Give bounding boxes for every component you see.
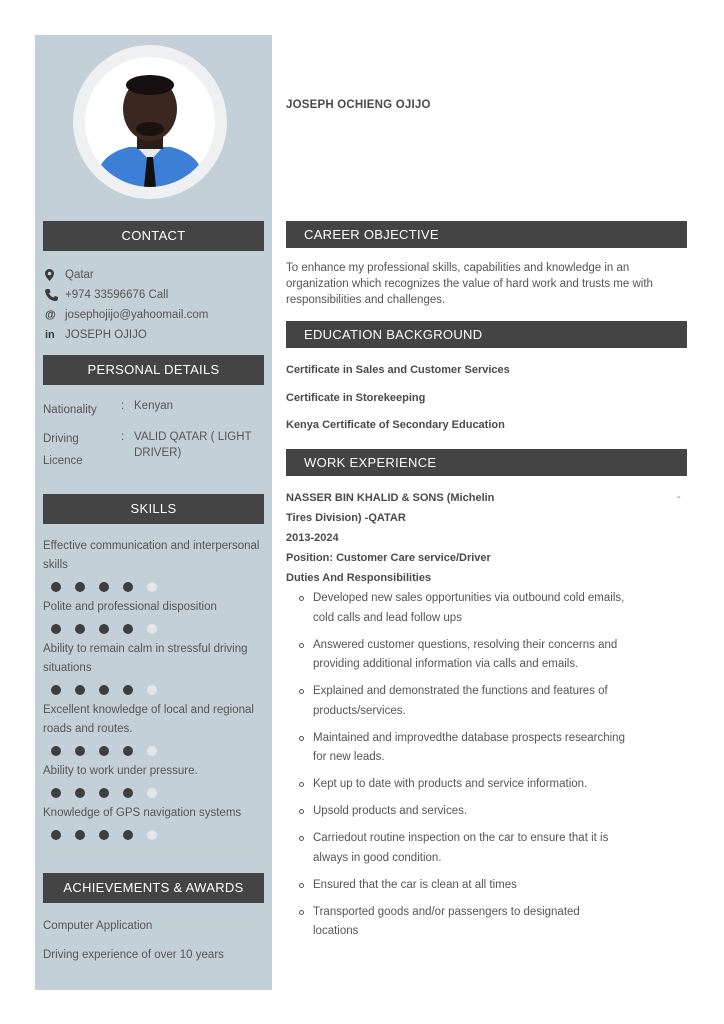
skill-item [43, 701, 265, 762]
contact-location-text: Qatar [65, 269, 94, 281]
contact-list [45, 265, 265, 345]
skill-item [43, 537, 265, 598]
rating-dot-filled [123, 830, 133, 840]
skill-name: Effective communication and interpersonal skills [43, 540, 260, 571]
rating-dot-filled [75, 624, 85, 634]
duty-text: Answered customer questions, resolving their concerns and providing additional information via calls and emails. [313, 638, 618, 670]
linkedin-icon: in [45, 329, 55, 341]
contact-linkedin-text[interactable]: JOSEPH OJIJO [65, 329, 147, 341]
skill-rating [43, 823, 265, 846]
bullet-icon [299, 782, 304, 787]
rating-dot-filled [123, 582, 133, 592]
bullet-icon [299, 596, 304, 601]
skill-item [43, 598, 265, 640]
duty-text: Transported goods and/or passengers to designated locations [313, 905, 580, 937]
duty-text: Carriedout routine inspection on the car to ensure that it is always in good condition. [313, 832, 609, 864]
skill-rating [43, 617, 265, 640]
employer-name-line2: Tires Division) -QATAR [286, 512, 406, 524]
duties-list [298, 589, 628, 949]
skill-item [43, 804, 265, 846]
skill-item [43, 640, 265, 701]
skill-rating [43, 678, 265, 701]
skills-heading: SKILLS [43, 494, 264, 524]
rating-dot-filled [51, 788, 61, 798]
rating-dot-filled [75, 582, 85, 592]
driving-licence-value: VALID QATAR ( LIGHT DRIVER) [134, 431, 252, 459]
duty-text: Explained and demonstrated the functions and features of products/services. [313, 685, 608, 717]
duty-text: Kept up to date with products and service information. [313, 778, 588, 790]
bullet-icon [299, 643, 304, 648]
rating-dot-filled [123, 624, 133, 634]
rating-dot-filled [123, 685, 133, 695]
duty-item [298, 876, 628, 896]
rating-dot-empty [147, 582, 157, 592]
rating-dot-empty [147, 685, 157, 695]
duty-text: Developed new sales opportunities via outbound cold emails, cold calls and lead follow ups [313, 592, 625, 624]
nationality-value: Kenyan [134, 400, 174, 412]
driving-licence-colon: : [121, 431, 125, 443]
achievement-item: Driving experience of over 10 years [43, 949, 224, 961]
rating-dot-filled [75, 830, 85, 840]
bullet-icon [299, 883, 304, 888]
bullet-icon [299, 809, 304, 814]
profile-photo-frame [73, 45, 227, 199]
skill-rating [43, 781, 265, 804]
bullet-icon [299, 736, 304, 741]
duty-item [298, 802, 628, 822]
contact-linkedin [45, 325, 265, 345]
duty-text: Upsold products and services. [313, 805, 468, 817]
candidate-name: JOSEPH OCHIENG OJIJO [286, 99, 431, 111]
rating-dot-empty [147, 830, 157, 840]
skill-item [43, 762, 265, 804]
sidebar [35, 35, 272, 990]
skills-list [43, 537, 265, 846]
duty-item [298, 729, 628, 768]
profile-photo [85, 57, 215, 187]
bullet-icon [299, 689, 304, 694]
rating-dot-empty [147, 624, 157, 634]
rating-dot-filled [99, 685, 109, 695]
duty-item [298, 636, 628, 675]
rating-dot-filled [75, 746, 85, 756]
contact-heading: CONTACT [43, 221, 264, 251]
skill-rating [43, 739, 265, 762]
rating-dot-filled [51, 685, 61, 695]
rating-dot-filled [51, 624, 61, 634]
rating-dot-filled [51, 746, 61, 756]
duty-item [298, 775, 628, 795]
work-experience-heading: WORK EXPERIENCE [286, 449, 687, 476]
education-item: Kenya Certificate of Secondary Education [286, 419, 505, 431]
achievement-item: Computer Application [43, 920, 153, 932]
skill-name: Excellent knowledge of local and regional roads and routes. [43, 704, 254, 735]
rating-dot-filled [99, 830, 109, 840]
achievements-heading: ACHIEVEMENTS & AWARDS [43, 873, 264, 903]
driving-licence-row [43, 431, 265, 471]
skill-name: Ability to work under pressure. [43, 765, 198, 777]
location-pin-icon [45, 269, 65, 281]
contact-location [45, 265, 265, 285]
contact-phone-text[interactable]: +974 33596676 Call [65, 289, 169, 301]
skill-name: Knowledge of GPS navigation systems [43, 807, 242, 819]
rating-dot-filled [99, 582, 109, 592]
bullet-icon [299, 910, 304, 915]
rating-dot-filled [75, 685, 85, 695]
employer-dash: - [677, 491, 681, 503]
skill-name: Polite and professional disposition [43, 601, 217, 613]
rating-dot-filled [99, 624, 109, 634]
at-sign-icon: @ [45, 309, 56, 321]
duty-item [298, 829, 628, 868]
duties-heading: Duties And Responsibilities [286, 572, 432, 584]
career-objective-heading: CAREER OBJECTIVE [286, 221, 687, 248]
education-item: Certificate in Storekeeping [286, 392, 426, 404]
driving-licence-label-line2: Licence [43, 455, 83, 467]
rating-dot-filled [51, 582, 61, 592]
duty-item [298, 589, 628, 628]
nationality-label: Nationality [43, 404, 97, 416]
duty-text: Ensured that the car is clean at all times [313, 878, 517, 891]
education-heading: EDUCATION BACKGROUND [286, 321, 687, 348]
rating-dot-filled [99, 746, 109, 756]
employment-period: 2013-2024 [286, 532, 339, 544]
nationality-colon: : [121, 400, 125, 412]
duty-item [298, 682, 628, 721]
bullet-icon [299, 836, 304, 841]
rating-dot-filled [123, 788, 133, 798]
contact-phone [45, 285, 265, 305]
employer-name-line1: NASSER BIN KHALID & SONS (Michelin [286, 492, 495, 504]
rating-dot-filled [123, 746, 133, 756]
rating-dot-empty [147, 788, 157, 798]
contact-email [45, 305, 265, 325]
rating-dot-filled [99, 788, 109, 798]
job-position: Position: Customer Care service/Driver [286, 552, 491, 564]
phone-icon [45, 289, 65, 301]
rating-dot-empty [147, 746, 157, 756]
rating-dot-filled [75, 788, 85, 798]
nationality-row [43, 402, 265, 418]
skill-rating [43, 575, 265, 598]
driving-licence-label-line1: Driving [43, 433, 79, 445]
personal-details-heading: PERSONAL DETAILS [43, 355, 264, 385]
contact-email-text[interactable]: josephojijo@yahoomail.com [65, 309, 209, 321]
duty-text: Maintained and improvedthe database prospects researching for new leads. [313, 731, 625, 763]
profile-photo-illustration [85, 57, 215, 187]
rating-dot-filled [51, 830, 61, 840]
skill-name: Ability to remain calm in stressful driving situations [43, 643, 248, 674]
duty-item [298, 903, 628, 942]
career-objective-text: To enhance my professional skills, capabilities and knowledge in an organization which recognizes the value of hard work and trusts me with responsibilities and challenges. [286, 262, 653, 306]
education-item: Certificate in Sales and Customer Services [286, 364, 510, 376]
